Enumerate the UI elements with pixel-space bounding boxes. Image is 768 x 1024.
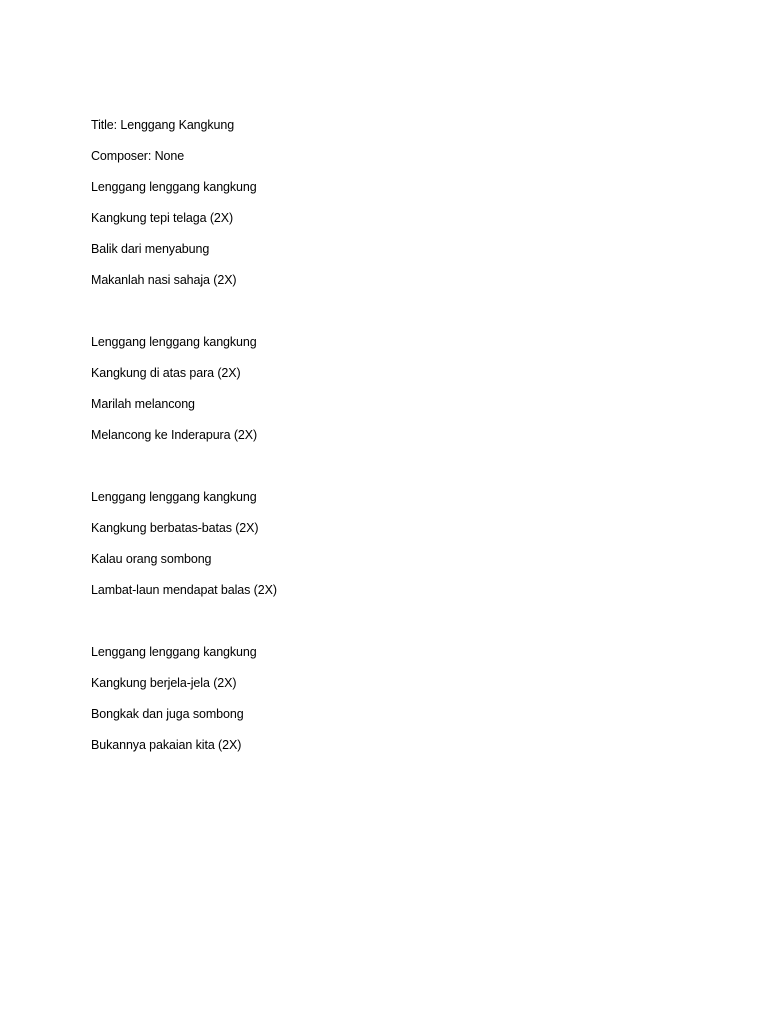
stanza-2 (91, 333, 691, 444)
stanza-spacer (91, 302, 691, 333)
stanza-spacer (91, 457, 691, 488)
lyric-line: Kangkung tepi telaga (2X) (91, 211, 234, 225)
lyric-line: Kangkung di atas para (2X) (91, 366, 241, 380)
lyric-line: Kangkung berbatas-batas (2X) (91, 521, 259, 535)
lyric-line: Marilah melancong (91, 397, 195, 411)
song-title-line: Title: Lenggang Kangkung (91, 118, 235, 132)
lyric-line: Bongkak dan juga sombong (91, 707, 244, 721)
lyric-line: Lenggang lenggang kangkung (91, 180, 257, 194)
lyric-line: Lenggang lenggang kangkung (91, 490, 257, 504)
lyric-line: Bukannya pakaian kita (2X) (91, 738, 242, 752)
composer-line: Composer: None (91, 149, 185, 163)
lyric-line: Balik dari menyabung (91, 242, 210, 256)
lyric-line: Makanlah nasi sahaja (2X) (91, 273, 237, 287)
lyric-line: Kalau orang sombong (91, 552, 212, 566)
stanza-3 (91, 488, 691, 599)
lyric-line: Lenggang lenggang kangkung (91, 645, 257, 659)
stanza-spacer (91, 612, 691, 643)
lyric-line: Lenggang lenggang kangkung (91, 335, 257, 349)
lyric-line: Melancong ke Inderapura (2X) (91, 428, 258, 442)
stanza-1 (91, 178, 691, 289)
stanza-4 (91, 643, 691, 754)
lyric-line: Kangkung berjela-jela (2X) (91, 676, 237, 690)
lyric-line: Lambat-laun mendapat balas (2X) (91, 583, 277, 597)
lyrics-body (91, 116, 691, 767)
